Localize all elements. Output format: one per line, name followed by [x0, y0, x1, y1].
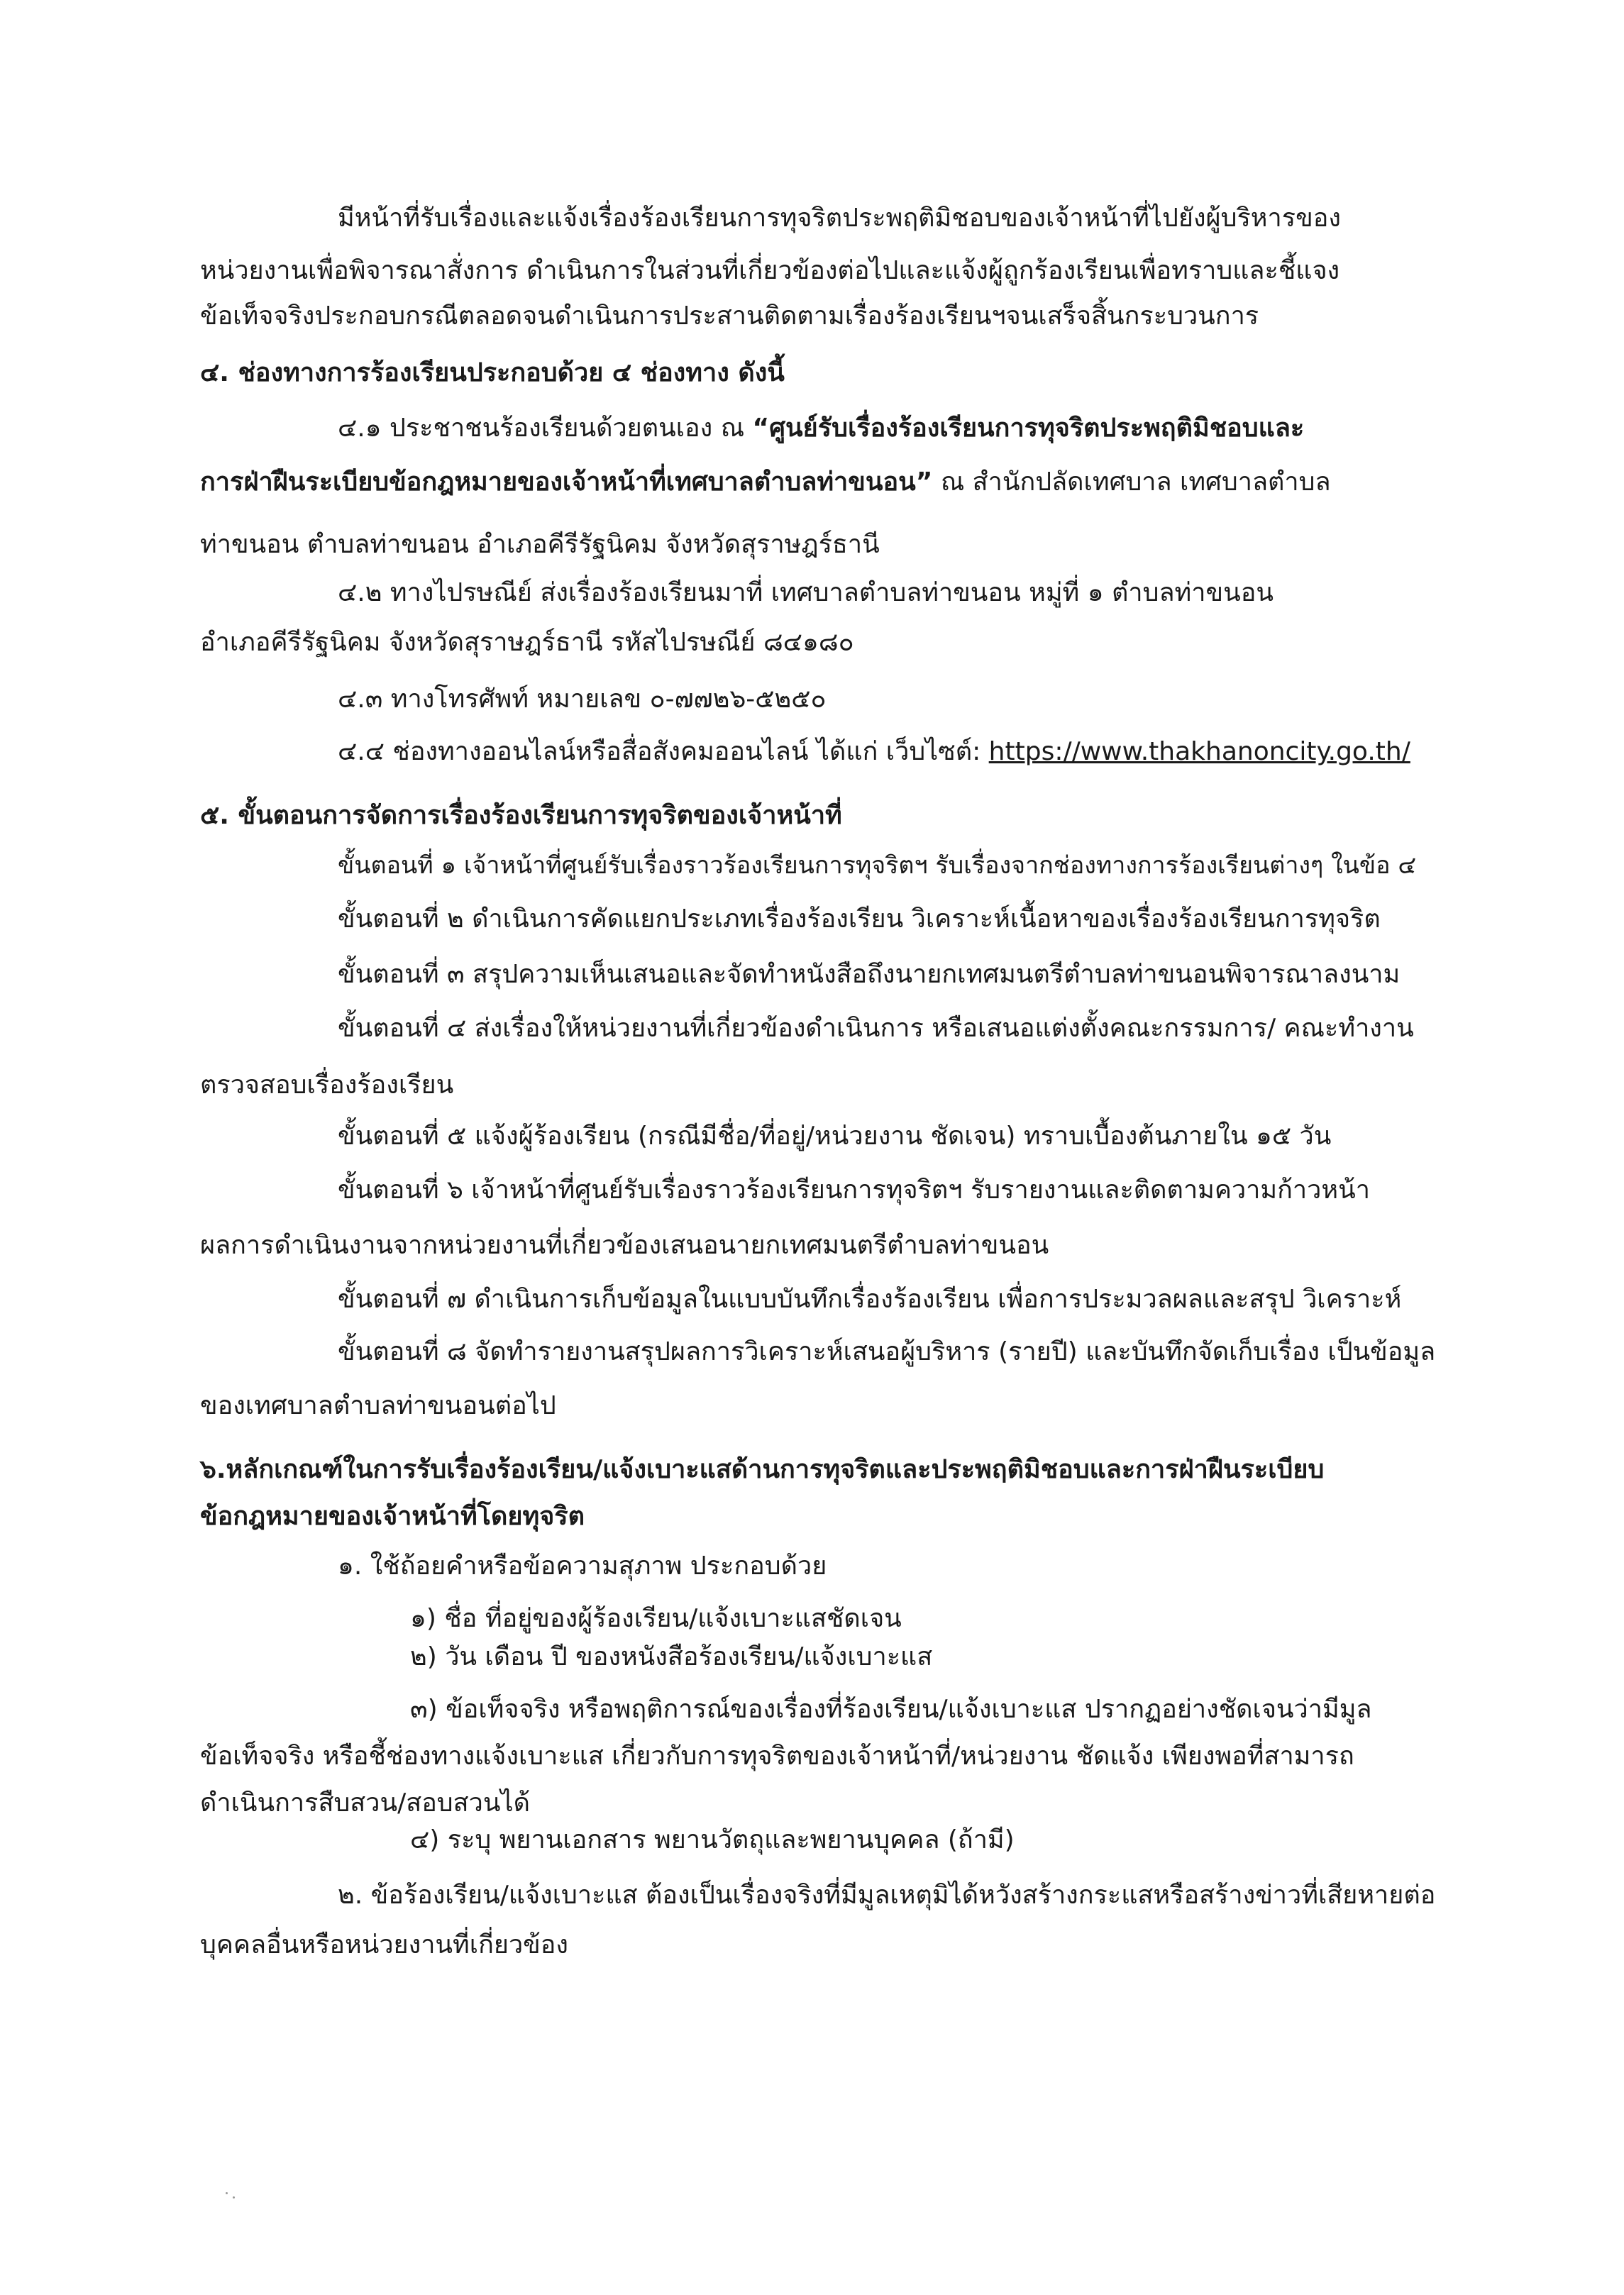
- channel-4: [338, 734, 1410, 770]
- channel-1-center-name: “ศูนย์รับเรื่องร้องเรียนการทุจริตประพฤติมิชอบและ: [752, 414, 1305, 443]
- step-6-line-2: ผลการดำเนินงานจากหน่วยงานที่เกี่ยวข้องเสนอนายกเทศมนตรีตำบลท่าขนอน: [200, 1231, 1049, 1260]
- section4-heading: ๔. ช่องทางการร้องเรียนประกอบด้วย ๔ ช่องทาง ดังนี้: [200, 358, 785, 387]
- criterion-1-item-2: ๒) วัน เดือน ปี ของหนังสือร้องเรียน/แจ้งเบาะแส: [410, 1642, 933, 1671]
- intro-line-2: หน่วยงานเพื่อพิจารณาสั่งการ ดำเนินการในส่วนที่เกี่ยวข้องต่อไปและแจ้งผู้ถูกร้องเรียนเพื่อทราบและชี้แจง: [200, 256, 1340, 285]
- section6-heading-line-2: ข้อกฎหมายของเจ้าหน้าที่โดยทุจริต: [200, 1502, 585, 1531]
- channel-2-line-2: อำเภอคีรีรัฐนิคม จังหวัดสุราษฎร์ธานี รหัสไปรษณีย์ ๘๔๑๘๐: [200, 628, 854, 657]
- criterion-1-item-3-line-2: ข้อเท็จจริง หรือชี้ช่องทางแจ้งเบาะแส เกี่ยวกับการทุจริตของเจ้าหน้าที่/หน่วยงาน ชัดแจ้ง เพียงพอที่สามารถ: [200, 1742, 1354, 1771]
- channel-4-label: ๔.๔ ช่องทางออนไลน์หรือสื่อสังคมออนไลน์ ได้แก่ เว็บไซต์:: [338, 737, 989, 766]
- criterion-1-item-1: ๑) ชื่อ ที่อยู่ของผู้ร้องเรียน/แจ้งเบาะแสชัดเจน: [410, 1604, 902, 1633]
- channel-1-line-3: ท่าขนอน ตำบลท่าขนอน อำเภอคีรีรัฐนิคม จังหวัดสุราษฎร์ธานี: [200, 530, 880, 559]
- channel-2-line-1: ๔.๒ ทางไปรษณีย์ ส่งเรื่องร้องเรียนมาที่ เทศบาลตำบลท่าขนอน หมู่ที่ ๑ ตำบลท่าขนอน: [338, 578, 1274, 607]
- scan-speck: [233, 2196, 235, 2199]
- section5-heading: ๕. ขั้นตอนการจัดการเรื่องร้องเรียนการทุจริตของเจ้าหน้าที่: [200, 801, 842, 830]
- criterion-1: ๑. ใช้ถ้อยคำหรือข้อความสุภาพ ประกอบด้วย: [338, 1552, 827, 1581]
- channel-1-intro: ๔.๑ ประชาชนร้องเรียนด้วยตนเอง ณ: [338, 414, 753, 443]
- website-link[interactable]: https://www.thakhanoncity.go.th/: [988, 737, 1410, 766]
- step-1: ขั้นตอนที่ ๑ เจ้าหน้าที่ศูนย์รับเรื่องราวร้องเรียนการทุจริตฯ รับเรื่องจากช่องทางการร้องเรียนต่างๆ ในข้อ ๔: [338, 851, 1417, 880]
- step-4-line-2: ตรวจสอบเรื่องร้องเรียน: [200, 1071, 454, 1100]
- criterion-1-item-4: ๔) ระบุ พยานเอกสาร พยานวัตถุและพยานบุคคล (ถ้ามี): [410, 1825, 1015, 1854]
- channel-1-location: ณ สำนักปลัดเทศบาล เทศบาลตำบล: [932, 468, 1331, 497]
- criterion-2-line-1: ๒. ข้อร้องเรียน/แจ้งเบาะแส ต้องเป็นเรื่องจริงที่มีมูลเหตุมิได้หวังสร้างกระแสหรือสร้างข่าวที่เสียหายต่อ: [338, 1881, 1436, 1910]
- criterion-1-item-3-line-1: ๓) ข้อเท็จจริง หรือพฤติการณ์ของเรื่องที่ร้องเรียน/แจ้งเบาะแส ปรากฏอย่างชัดเจนว่ามีมูล: [410, 1695, 1372, 1724]
- channel-3: ๔.๓ ทางโทรศัพท์ หมายเลข ๐-๗๗๒๖-๕๒๕๐: [338, 685, 827, 714]
- channel-1-center-name-cont: การฝ่าฝืนระเบียบข้อกฎหมายของเจ้าหน้าที่เทศบาลตำบลท่าขนอน”: [200, 468, 933, 497]
- intro-line-3: ข้อเท็จจริงประกอบกรณีตลอดจนดำเนินการประสานติดตามเรื่องร้องเรียนฯจนเสร็จสิ้นกระบวนการ: [200, 302, 1259, 331]
- intro-line-1: มีหน้าที่รับเรื่องและแจ้งเรื่องร้องเรียนการทุจริตประพฤติมิชอบของเจ้าหน้าที่ไปยังผู้บริหารของ: [338, 204, 1341, 233]
- step-3: ขั้นตอนที่ ๓ สรุปความเห็นเสนอและจัดทำหนังสือถึงนายกเทศมนตรีตำบลท่าขนอนพิจารณาลงนาม: [338, 960, 1401, 989]
- scan-speck: [226, 2192, 228, 2194]
- step-5: ขั้นตอนที่ ๕ แจ้งผู้ร้องเรียน (กรณีมีชื่อ/ที่อยู่/หน่วยงาน ชัดเจน) ทราบเบื้องต้นภายใน ๑๕ วัน: [338, 1122, 1332, 1151]
- step-8-line-2: ของเทศบาลตำบลท่าขนอนต่อไป: [200, 1391, 556, 1420]
- section6-heading-line-1: ๖.หลักเกณฑ์ในการรับเรื่องร้องเรียน/แจ้งเบาะแสด้านการทุจริตและประพฤติมิชอบและการฝ่าฝืนระเบียบ: [200, 1455, 1325, 1484]
- step-4-line-1: ขั้นตอนที่ ๔ ส่งเรื่องให้หน่วยงานที่เกี่ยวข้องดำเนินการ หรือเสนอแต่งตั้งคณะกรรมการ/ คณะทำงาน: [338, 1014, 1414, 1043]
- step-2: ขั้นตอนที่ ๒ ดำเนินการคัดแยกประเภทเรื่องร้องเรียน วิเคราะห์เนื้อหาของเรื่องร้องเรียนการทุจริต: [338, 905, 1381, 934]
- step-6-line-1: ขั้นตอนที่ ๖ เจ้าหน้าที่ศูนย์รับเรื่องราวร้องเรียนการทุจริตฯ รับรายงานและติดตามความก้าวหน้า: [338, 1176, 1370, 1205]
- criterion-1-item-3-line-3: ดำเนินการสืบสวน/สอบสวนได้: [200, 1788, 530, 1818]
- criterion-2-line-2: บุคคลอื่นหรือหน่วยงานที่เกี่ยวข้อง: [200, 1930, 568, 1959]
- channel-1-line-2: [200, 464, 1331, 501]
- step-8-line-1: ขั้นตอนที่ ๘ จัดทำรายงานสรุปผลการวิเคราะห์เสนอผู้บริหาร (รายปี) และบันทึกจัดเก็บเรื่อง เป็นข้อมูล: [338, 1337, 1436, 1366]
- step-7: ขั้นตอนที่ ๗ ดำเนินการเก็บข้อมูลในแบบบันทึกเรื่องร้องเรียน เพื่อการประมวลผลและสรุป วิเคราะห์: [338, 1285, 1402, 1314]
- channel-1-line-1: [338, 410, 1304, 447]
